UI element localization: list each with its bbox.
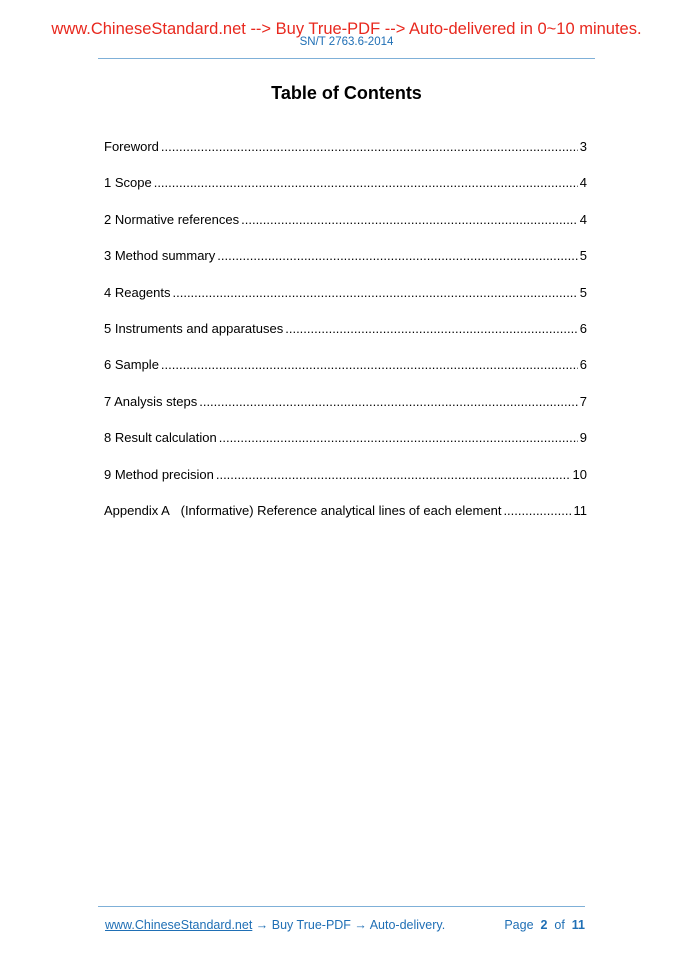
standard-code: SN/T 2763.6-2014 bbox=[299, 36, 394, 48]
toc-entry-label: 3 Method summary bbox=[104, 248, 216, 264]
page-number bbox=[504, 916, 585, 934]
toc-entry-reagents[interactable] bbox=[104, 283, 587, 319]
table-of-contents bbox=[104, 137, 587, 537]
toc-dot-leader bbox=[173, 283, 578, 303]
toc-entry-page: 4 bbox=[579, 211, 587, 227]
toc-entry-label: Appendix A (Informative) Reference analytical lines of each element bbox=[104, 502, 502, 518]
toc-dot-leader bbox=[161, 137, 578, 157]
toc-entry-normative-references[interactable] bbox=[104, 210, 587, 246]
toc-entry-page: 6 bbox=[579, 320, 587, 336]
toc-dot-leader bbox=[219, 428, 578, 448]
toc-entry-method-precision[interactable] bbox=[104, 465, 587, 501]
footer-site-link[interactable]: www.ChineseStandard.net bbox=[105, 918, 253, 932]
toc-entry-page: 6 bbox=[579, 357, 587, 373]
toc-entry-label: 5 Instruments and apparatuses bbox=[104, 320, 284, 336]
toc-entry-label: 2 Normative references bbox=[104, 211, 240, 227]
footer-promo bbox=[105, 916, 445, 934]
footer-tagline: → Buy True-PDF → Auto-delivery. bbox=[252, 918, 446, 932]
toc-dot-leader bbox=[217, 246, 578, 266]
toc-entry-label: 6 Sample bbox=[104, 357, 159, 373]
toc-dot-leader bbox=[216, 465, 571, 485]
toc-entry-label: 9 Method precision bbox=[104, 466, 214, 482]
of-word: of bbox=[554, 918, 565, 932]
page-word: Page bbox=[504, 918, 534, 932]
toc-entry-analysis-steps[interactable] bbox=[104, 392, 587, 428]
toc-entry-instruments[interactable] bbox=[104, 319, 587, 355]
toc-entry-page: 3 bbox=[579, 139, 587, 154]
current-page: 2 bbox=[540, 918, 548, 932]
toc-dot-leader bbox=[154, 173, 578, 193]
promo-banner: www.ChineseStandard.net --> Buy True-PDF --> Auto-delivered in 0~10 minutes. bbox=[51, 20, 642, 38]
toc-dot-leader bbox=[199, 392, 578, 412]
footer-divider bbox=[98, 906, 585, 907]
toc-entry-scope[interactable] bbox=[104, 173, 587, 209]
toc-entry-page: 7 bbox=[579, 393, 587, 409]
toc-entry-page: 4 bbox=[579, 175, 587, 191]
total-pages: 11 bbox=[571, 918, 585, 932]
toc-entry-foreword[interactable] bbox=[104, 137, 587, 173]
page-title: Table of Contents bbox=[271, 83, 422, 103]
toc-dot-leader bbox=[241, 210, 578, 230]
page-footer bbox=[105, 916, 585, 934]
toc-dot-leader bbox=[285, 319, 578, 339]
toc-entry-page: 10 bbox=[572, 466, 587, 482]
header-divider bbox=[98, 58, 595, 59]
toc-entry-appendix-a[interactable] bbox=[104, 501, 587, 537]
toc-entry-page: 9 bbox=[579, 430, 587, 446]
toc-entry-page: 11 bbox=[573, 502, 587, 518]
toc-entry-page: 5 bbox=[579, 284, 587, 300]
toc-entry-label: 8 Result calculation bbox=[104, 430, 217, 446]
toc-dot-leader bbox=[503, 501, 571, 521]
toc-entry-label: 7 Analysis steps bbox=[104, 393, 198, 409]
toc-entry-label: 1 Scope bbox=[104, 175, 152, 191]
toc-entry-label: 4 Reagents bbox=[104, 284, 171, 300]
toc-entry-method-summary[interactable] bbox=[104, 246, 587, 282]
toc-entry-sample[interactable] bbox=[104, 355, 587, 391]
toc-dot-leader bbox=[161, 355, 578, 375]
toc-entry-page: 5 bbox=[579, 248, 587, 264]
toc-entry-label: Foreword bbox=[104, 139, 159, 154]
toc-entry-result-calculation[interactable] bbox=[104, 428, 587, 464]
